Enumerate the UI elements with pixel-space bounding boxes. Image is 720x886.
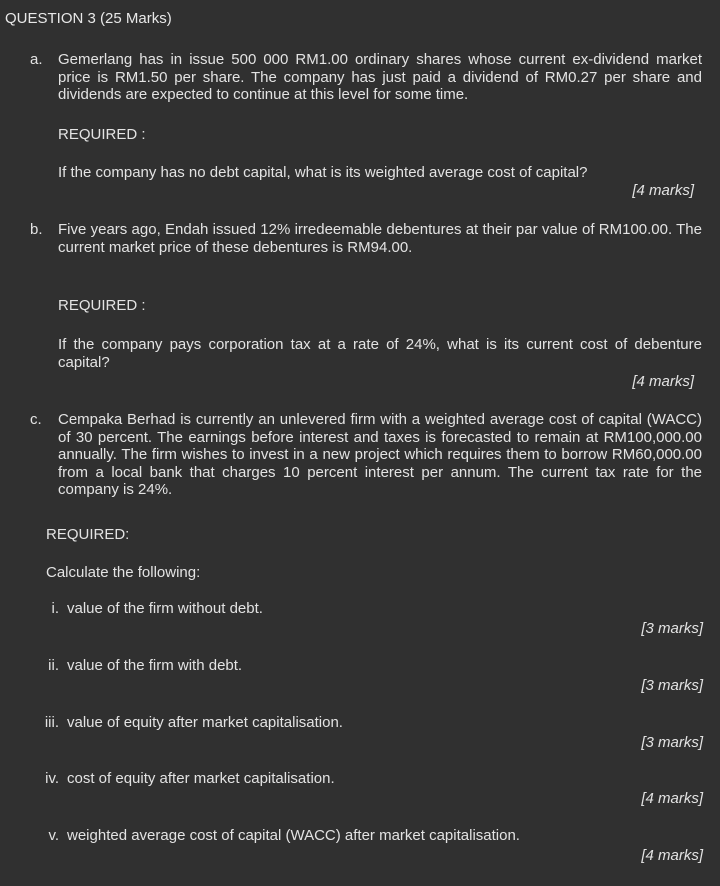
part-a-required-label: REQUIRED : bbox=[58, 126, 146, 143]
part-a-letter: a. bbox=[30, 51, 43, 68]
part-c-instruction: Calculate the following: bbox=[46, 564, 201, 581]
item-v-marks: [4 marks] bbox=[641, 847, 703, 864]
item-iii-text: value of equity after market capitalisation. bbox=[67, 714, 343, 731]
item-v-text: weighted average cost of capital (WACC) after market capitalisation. bbox=[67, 827, 520, 844]
question-title: QUESTION 3 (25 Marks) bbox=[5, 10, 172, 27]
item-i-number: i. bbox=[51, 600, 59, 617]
item-iv-marks: [4 marks] bbox=[641, 790, 703, 807]
part-b-question: If the company pays corporation tax at a rate of 24%, what is its current cost of debenture capital? bbox=[58, 336, 702, 371]
item-ii-marks: [3 marks] bbox=[641, 677, 703, 694]
part-b-required-label: REQUIRED : bbox=[58, 297, 146, 314]
item-ii-number: ii. bbox=[48, 657, 59, 674]
part-a-marks: [4 marks] bbox=[632, 182, 694, 199]
part-c-required-label: REQUIRED: bbox=[46, 526, 130, 543]
item-iv-number: iv. bbox=[45, 770, 59, 787]
item-iii-marks: [3 marks] bbox=[641, 734, 703, 751]
item-iv-text: cost of equity after market capitalisation. bbox=[67, 770, 335, 787]
item-i-text: value of the firm without debt. bbox=[67, 600, 263, 617]
part-a-question: If the company has no debt capital, what is its weighted average cost of capital? bbox=[58, 164, 588, 181]
part-a-text: Gemerlang has in issue 500 000 RM1.00 ordinary shares whose current ex-dividend market price is RM1.50 per share. The company has just paid a dividend of RM0.27 per share and dividends are expected to continue at this level for some time. bbox=[58, 51, 702, 103]
item-i-marks: [3 marks] bbox=[641, 620, 703, 637]
part-c-letter: c. bbox=[30, 411, 42, 428]
part-b-text: Five years ago, Endah issued 12% irredeemable debentures at their par value of RM100.00. The current market price of these debentures is RM94.00. bbox=[58, 221, 702, 256]
part-c-text: Cempaka Berhad is currently an unlevered firm with a weighted average cost of capital (WACC) of 30 percent. The earnings before interest and taxes is forecasted to remain at RM100,000.00 annually. The firm wishes to invest in a new project which requires them to borrow RM60,000.00 from a local bank that charges 10 percent interest per annum. The current tax rate for the company is 24%. bbox=[58, 411, 702, 498]
item-iii-number: iii. bbox=[44, 714, 59, 731]
item-ii-text: value of the firm with debt. bbox=[67, 657, 243, 674]
part-b-letter: b. bbox=[30, 221, 43, 238]
part-b-marks: [4 marks] bbox=[632, 373, 694, 390]
item-v-number: v. bbox=[48, 827, 59, 844]
